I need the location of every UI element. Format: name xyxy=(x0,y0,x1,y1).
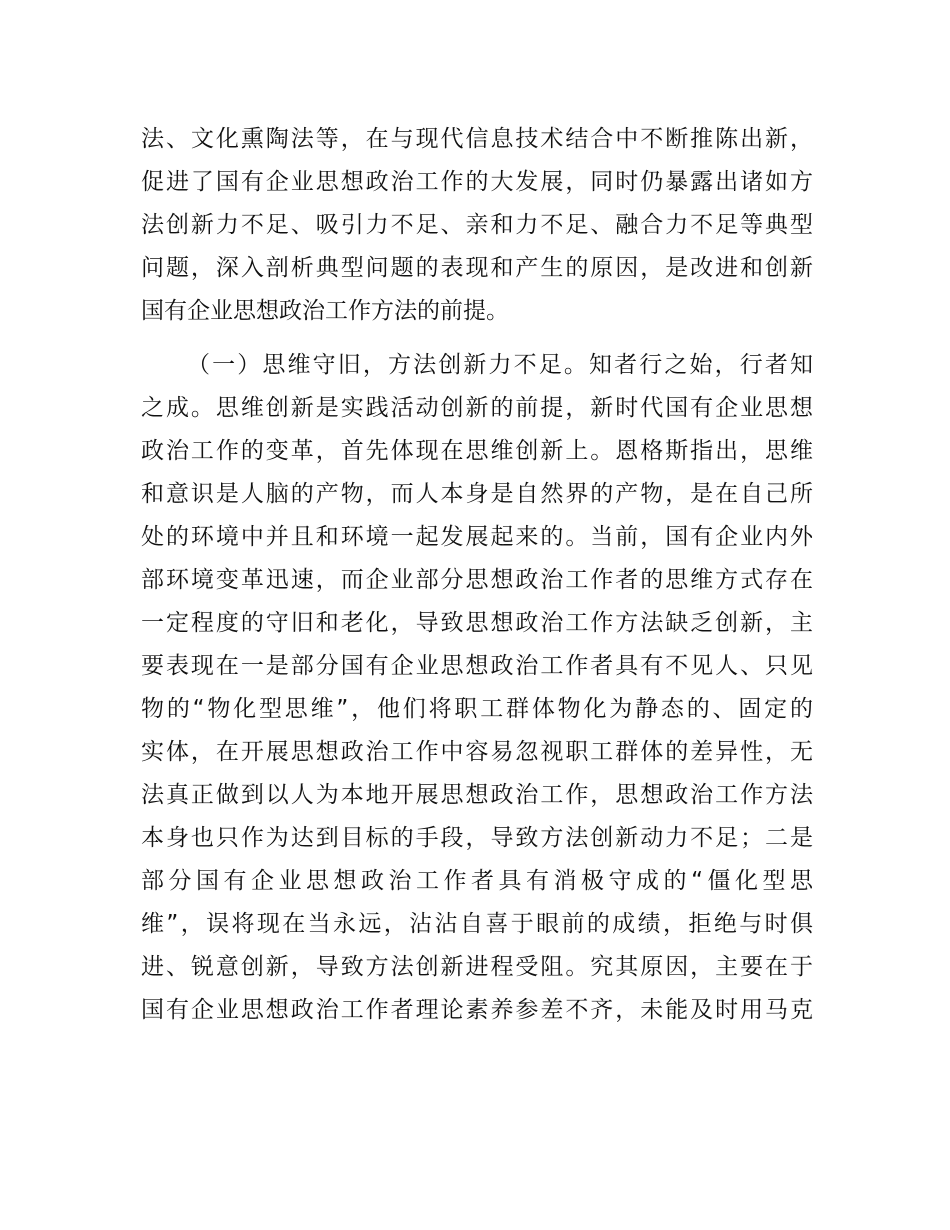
text-line: 之成。思维创新是实践活动创新的前提，新时代国有企业思想 xyxy=(141,395,813,421)
text-line: 国有企业思想政治工作者理论素养参差不齐，未能及时用马克 xyxy=(141,997,813,1023)
text-line: 促进了国有企业思想政治工作的大发展，同时仍暴露出诸如方 xyxy=(141,169,813,195)
text-line: 本身也只作为达到目标的手段，导致方法创新动力不足；二是 xyxy=(141,825,813,851)
text-line: 法创新力不足、吸引力不足、亲和力不足、融合力不足等典型 xyxy=(141,212,813,238)
text-line: 法、文化熏陶法等，在与现代信息技术结合中不断推陈出新， xyxy=(141,126,813,152)
text-line: 维”，误将现在当永远，沾沾自喜于眼前的成绩，拒绝与时俱 xyxy=(141,911,813,937)
text-line: 进、锐意创新，导致方法创新进程受阻。究其原因，主要在于 xyxy=(141,954,813,980)
paragraph-section-1 xyxy=(141,344,813,1032)
text-line: 实体，在开展思想政治工作中容易忽视职工群体的差异性，无 xyxy=(141,739,813,765)
text-line: 物的“物化型思维”，他们将职工群体物化为静态的、固定的 xyxy=(141,696,813,722)
text-line: 部分国有企业思想政治工作者具有消极守成的“僵化型思 xyxy=(141,868,813,894)
paragraph-intro xyxy=(141,118,813,333)
text-line: 法真正做到以人为本地开展思想政治工作，思想政治工作方法 xyxy=(141,782,813,808)
text-line: 和意识是人脑的产物，而人本身是自然界的产物，是在自己所 xyxy=(141,481,813,507)
text-line: 国有企业思想政治工作方法的前提。 xyxy=(141,298,509,324)
section-heading-line: （一）思维守旧，方法创新力不足。知者行之始，行者知 xyxy=(187,352,813,378)
text-line: 政治工作的变革，首先体现在思维创新上。恩格斯指出，思维 xyxy=(141,438,813,464)
text-line: 要表现在一是部分国有企业思想政治工作者具有不见人、只见 xyxy=(141,653,813,679)
text-line: 部环境变革迅速，而企业部分思想政治工作者的思维方式存在 xyxy=(141,567,813,593)
text-line: 一定程度的守旧和老化，导致思想政治工作方法缺乏创新，主 xyxy=(141,610,813,636)
text-line: 问题，深入剖析典型问题的表现和产生的原因，是改进和创新 xyxy=(141,255,813,281)
text-line: 处的环境中并且和环境一起发展起来的。当前，国有企业内外 xyxy=(141,524,813,550)
